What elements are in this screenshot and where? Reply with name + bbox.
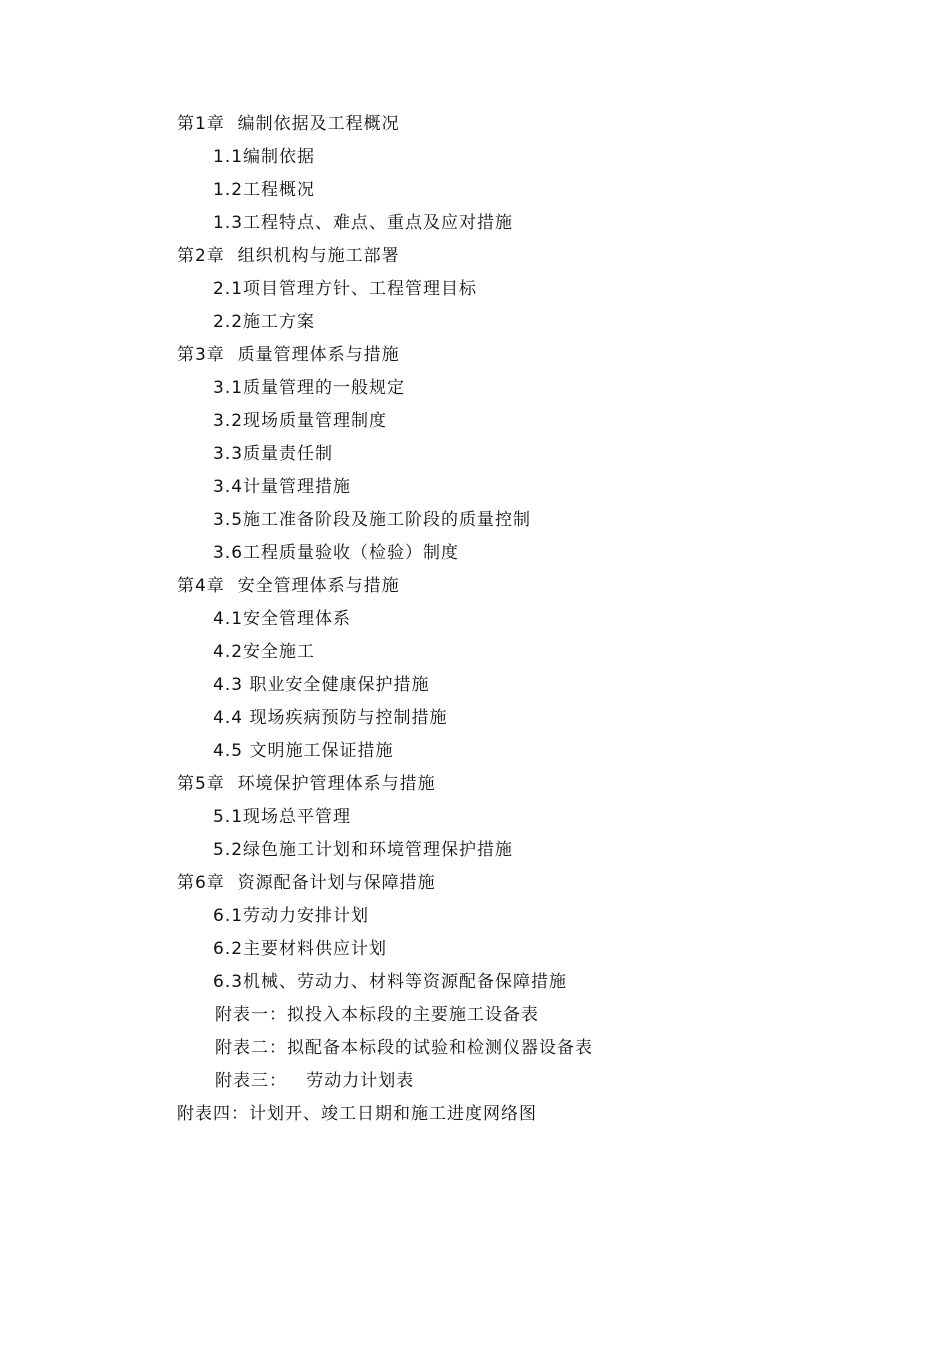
toc-chapter-entry: 第4章 安全管理体系与措施	[177, 576, 400, 596]
table-of-contents	[0, 108, 950, 1131]
toc-section-entry: 4.1安全管理体系	[213, 609, 352, 629]
toc-section-entry: 4.5 文明施工保证措施	[213, 741, 394, 761]
toc-chapter-entry: 附表四：计划开、竣工日期和施工进度网络图	[177, 1104, 537, 1124]
toc-section-entry: 附表二：拟配备本标段的试验和检测仪器设备表	[215, 1038, 593, 1058]
toc-chapter-entry: 第5章 环境保护管理体系与措施	[177, 774, 436, 794]
toc-section-entry: 3.6工程质量验收（检验）制度	[213, 543, 460, 563]
toc-chapter-entry: 第6章 资源配备计划与保障措施	[177, 873, 436, 893]
toc-section-entry: 3.4计量管理措施	[213, 477, 352, 497]
toc-chapter-entry: 第2章 组织机构与施工部署	[177, 246, 400, 266]
toc-section-entry: 1.1编制依据	[213, 147, 316, 167]
toc-section-entry: 5.1现场总平管理	[213, 807, 352, 827]
toc-chapter-entry: 第1章 编制依据及工程概况	[177, 114, 400, 134]
toc-section-entry: 4.2安全施工	[213, 642, 316, 662]
toc-section-entry: 2.2施工方案	[213, 312, 316, 332]
toc-section-entry: 3.3质量责任制	[213, 444, 334, 464]
toc-section-entry: 6.2主要材料供应计划	[213, 939, 388, 959]
toc-section-entry: 3.2现场质量管理制度	[213, 411, 388, 431]
toc-section-entry: 1.3工程特点、难点、重点及应对措施	[213, 213, 514, 233]
toc-section-entry: 2.1项目管理方针、工程管理目标	[213, 279, 478, 299]
toc-section-entry: 4.4 现场疾病预防与控制措施	[213, 708, 448, 728]
toc-section-entry: 3.5施工准备阶段及施工阶段的质量控制	[213, 510, 532, 530]
toc-section-entry: 6.1劳动力安排计划	[213, 906, 370, 926]
toc-section-entry: 5.2绿色施工计划和环境管理保护措施	[213, 840, 514, 860]
toc-section-entry: 6.3机械、劳动力、材料等资源配备保障措施	[213, 972, 568, 992]
toc-section-entry: 附表三： 劳动力计划表	[215, 1071, 415, 1091]
toc-section-entry: 附表一：拟投入本标段的主要施工设备表	[215, 1005, 539, 1025]
toc-section-entry: 4.3 职业安全健康保护措施	[213, 675, 430, 695]
toc-section-entry: 1.2工程概况	[213, 180, 316, 200]
toc-section-entry: 3.1质量管理的一般规定	[213, 378, 406, 398]
toc-chapter-entry: 第3章 质量管理体系与措施	[177, 345, 400, 365]
